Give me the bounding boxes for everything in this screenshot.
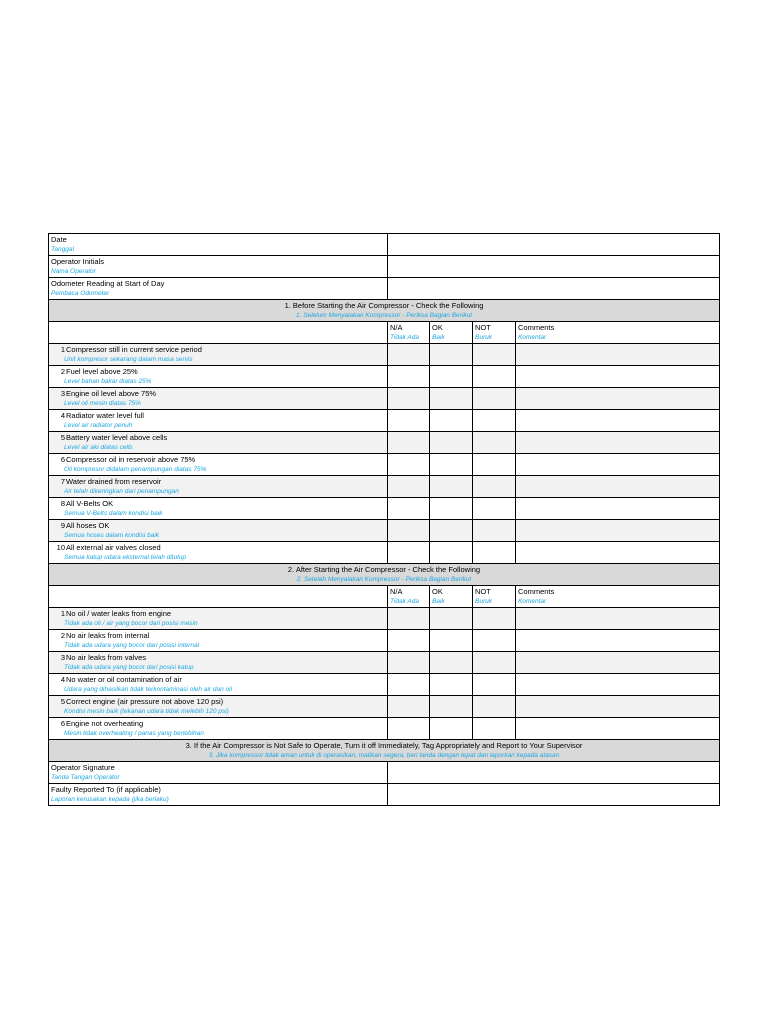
section-1-title: 1. Before Starting the Air Compressor - Check the Following 1. Selelum Menyalakan Kompressor - Periksa Bagian Berikut bbox=[49, 300, 720, 322]
na-cell[interactable] bbox=[388, 542, 430, 564]
section-2-column-header bbox=[49, 586, 720, 608]
checklist-item: 4Radiator water level full Level air radiator penuh bbox=[49, 410, 388, 432]
ok-cell[interactable] bbox=[430, 608, 473, 630]
comment-cell[interactable] bbox=[516, 476, 720, 498]
not-cell[interactable] bbox=[473, 366, 516, 388]
checklist-row bbox=[49, 410, 720, 432]
comment-cell[interactable] bbox=[516, 344, 720, 366]
comment-cell[interactable] bbox=[516, 608, 720, 630]
checklist-row bbox=[49, 454, 720, 476]
section-1-header bbox=[49, 300, 720, 322]
comment-cell[interactable] bbox=[516, 674, 720, 696]
na-cell[interactable] bbox=[388, 366, 430, 388]
column-header-not: NOT Buruk bbox=[473, 586, 516, 608]
checklist-row bbox=[49, 630, 720, 652]
ok-cell[interactable] bbox=[430, 410, 473, 432]
checklist-item: 10All external air valves closed Semua katup udara eksternal telah ditutup bbox=[49, 542, 388, 564]
not-cell[interactable] bbox=[473, 652, 516, 674]
ok-cell[interactable] bbox=[430, 652, 473, 674]
section-2-title: 2. After Starting the Air Compressor - Check the Following 2. Setelah Menyalakan Kompressor - Periksa Bagian Berikut bbox=[49, 564, 720, 586]
checklist-row bbox=[49, 542, 720, 564]
faulty-reported-field[interactable] bbox=[388, 784, 720, 806]
checklist-row bbox=[49, 674, 720, 696]
comment-cell[interactable] bbox=[516, 454, 720, 476]
comment-cell[interactable] bbox=[516, 630, 720, 652]
checklist-item: 1No oil / water leaks from engine Tidak ada oli / air yang bocor dari posisi mesin bbox=[49, 608, 388, 630]
checklist-row bbox=[49, 520, 720, 542]
na-cell[interactable] bbox=[388, 674, 430, 696]
checklist-item: 2No air leaks from internal Tidak ada udara yang bocor dari posisi internal bbox=[49, 630, 388, 652]
comment-cell[interactable] bbox=[516, 498, 720, 520]
checklist-row bbox=[49, 498, 720, 520]
ok-cell[interactable] bbox=[430, 542, 473, 564]
checklist-table bbox=[48, 233, 720, 806]
column-header-na: N/A Tidak Ada bbox=[388, 586, 430, 608]
na-cell[interactable] bbox=[388, 696, 430, 718]
na-cell[interactable] bbox=[388, 454, 430, 476]
checklist-item: 6Engine not overheating Mesin tidak overheating / panas yang berlebihan bbox=[49, 718, 388, 740]
na-cell[interactable] bbox=[388, 498, 430, 520]
operator-signature-row bbox=[49, 762, 720, 784]
checklist-item: 3No air leaks from valves Tidak ada udara yang bocor dari posisi katup bbox=[49, 652, 388, 674]
not-cell[interactable] bbox=[473, 454, 516, 476]
checklist-item: 1Compressor still in current service period Unit kompresor sekarang dalam masa servis bbox=[49, 344, 388, 366]
na-cell[interactable] bbox=[388, 432, 430, 454]
not-cell[interactable] bbox=[473, 674, 516, 696]
checklist-row bbox=[49, 344, 720, 366]
checklist-row bbox=[49, 432, 720, 454]
not-cell[interactable] bbox=[473, 344, 516, 366]
ok-cell[interactable] bbox=[430, 498, 473, 520]
comment-cell[interactable] bbox=[516, 388, 720, 410]
not-cell[interactable] bbox=[473, 410, 516, 432]
column-header-comments: Comments Komentar bbox=[516, 322, 720, 344]
comment-cell[interactable] bbox=[516, 520, 720, 542]
comment-cell[interactable] bbox=[516, 542, 720, 564]
date-row bbox=[49, 234, 720, 256]
ok-cell[interactable] bbox=[430, 388, 473, 410]
not-cell[interactable] bbox=[473, 498, 516, 520]
checklist-item: 8All V-Belts OK Semua V-Belts dalam kondisi baik bbox=[49, 498, 388, 520]
operator-signature-field[interactable] bbox=[388, 762, 720, 784]
not-cell[interactable] bbox=[473, 608, 516, 630]
na-cell[interactable] bbox=[388, 718, 430, 740]
ok-cell[interactable] bbox=[430, 520, 473, 542]
column-header-comments: Comments Komentar bbox=[516, 586, 720, 608]
checklist-item: 4No water or oil contamination of air Udara yang dihasilkan tidak terkontaminasi oleh air dan oli bbox=[49, 674, 388, 696]
checklist-row bbox=[49, 366, 720, 388]
not-cell[interactable] bbox=[473, 542, 516, 564]
checklist-item: 6Compressor oil in reservoir above 75% Oli kompresor didalam penampungan diatas 75% bbox=[49, 454, 388, 476]
na-cell[interactable] bbox=[388, 520, 430, 542]
not-cell[interactable] bbox=[473, 432, 516, 454]
comment-cell[interactable] bbox=[516, 718, 720, 740]
date-label: Date Tanggal bbox=[49, 234, 388, 256]
operator-initials-label: Operator Initials Nama Operator bbox=[49, 256, 388, 278]
ok-cell[interactable] bbox=[430, 366, 473, 388]
section-1-column-header bbox=[49, 322, 720, 344]
ok-cell[interactable] bbox=[430, 432, 473, 454]
section-2-header bbox=[49, 564, 720, 586]
ok-cell[interactable] bbox=[430, 476, 473, 498]
not-cell[interactable] bbox=[473, 476, 516, 498]
checklist-row bbox=[49, 696, 720, 718]
not-cell[interactable] bbox=[473, 696, 516, 718]
column-header-not: NOT Buruk bbox=[473, 322, 516, 344]
comment-cell[interactable] bbox=[516, 696, 720, 718]
column-header-ok: OK Baik bbox=[430, 586, 473, 608]
operator-initials-field[interactable] bbox=[388, 256, 720, 278]
comment-cell[interactable] bbox=[516, 366, 720, 388]
na-cell[interactable] bbox=[388, 652, 430, 674]
checklist-item: 5Correct engine (air pressure not above 120 psi) Kondisi mesin baik (tekanan udara tidak melebih 120 psi) bbox=[49, 696, 388, 718]
faulty-reported-label: Faulty Reported To (if applicable) Laporan kerusakan kepada (jika berlaku) bbox=[49, 784, 388, 806]
na-cell[interactable] bbox=[388, 476, 430, 498]
not-cell[interactable] bbox=[473, 630, 516, 652]
comment-cell[interactable] bbox=[516, 410, 720, 432]
odometer-field[interactable] bbox=[388, 278, 720, 300]
ok-cell[interactable] bbox=[430, 674, 473, 696]
not-cell[interactable] bbox=[473, 388, 516, 410]
checklist-row bbox=[49, 388, 720, 410]
odometer-label: Odometer Reading at Start of Day Pembaca Odometer bbox=[49, 278, 388, 300]
date-field[interactable] bbox=[388, 234, 720, 256]
operator-signature-label: Operator Signature Tanda Tangan Operator bbox=[49, 762, 388, 784]
na-cell[interactable] bbox=[388, 608, 430, 630]
checklist-row bbox=[49, 476, 720, 498]
odometer-row bbox=[49, 278, 720, 300]
ok-cell[interactable] bbox=[430, 696, 473, 718]
ok-cell[interactable] bbox=[430, 630, 473, 652]
checklist-item: 7Water drained from reservoir Air telah dikeringkan dari penampungan bbox=[49, 476, 388, 498]
ok-cell[interactable] bbox=[430, 718, 473, 740]
not-cell[interactable] bbox=[473, 718, 516, 740]
checklist-row bbox=[49, 652, 720, 674]
na-cell[interactable] bbox=[388, 630, 430, 652]
not-cell[interactable] bbox=[473, 520, 516, 542]
checklist-item: 9All hoses OK Semua hoses dalam kondisi baik bbox=[49, 520, 388, 542]
column-header-na: N/A Tidak Ada bbox=[388, 322, 430, 344]
checklist-item: 5Battery water level above cells Level air aki diatas cells bbox=[49, 432, 388, 454]
operator-initials-row bbox=[49, 256, 720, 278]
column-header-ok: OK Baik bbox=[430, 322, 473, 344]
checklist-item: 3Engine oil level above 75% Level oli mesin diatas 75% bbox=[49, 388, 388, 410]
na-cell[interactable] bbox=[388, 410, 430, 432]
faulty-reported-row bbox=[49, 784, 720, 806]
checklist-row bbox=[49, 608, 720, 630]
comment-cell[interactable] bbox=[516, 432, 720, 454]
na-cell[interactable] bbox=[388, 344, 430, 366]
section-3-header bbox=[49, 740, 720, 762]
checklist-item: 2Fuel level above 25% Level bahan bakar diatas 25% bbox=[49, 366, 388, 388]
na-cell[interactable] bbox=[388, 388, 430, 410]
comment-cell[interactable] bbox=[516, 652, 720, 674]
column-header-blank bbox=[49, 322, 388, 344]
column-header-blank bbox=[49, 586, 388, 608]
checklist-row bbox=[49, 718, 720, 740]
ok-cell[interactable] bbox=[430, 454, 473, 476]
section-3-title: 3. If the Air Compressor is Not Safe to Operate, Turn it off Immediately, Tag Appropriately and Report to Your Supervisor 3. Jika kompressor tidak aman untuk di operasikan, matikan segera, beri tanda dengan tepat dan laporkan kepada atasan bbox=[49, 740, 720, 762]
ok-cell[interactable] bbox=[430, 344, 473, 366]
